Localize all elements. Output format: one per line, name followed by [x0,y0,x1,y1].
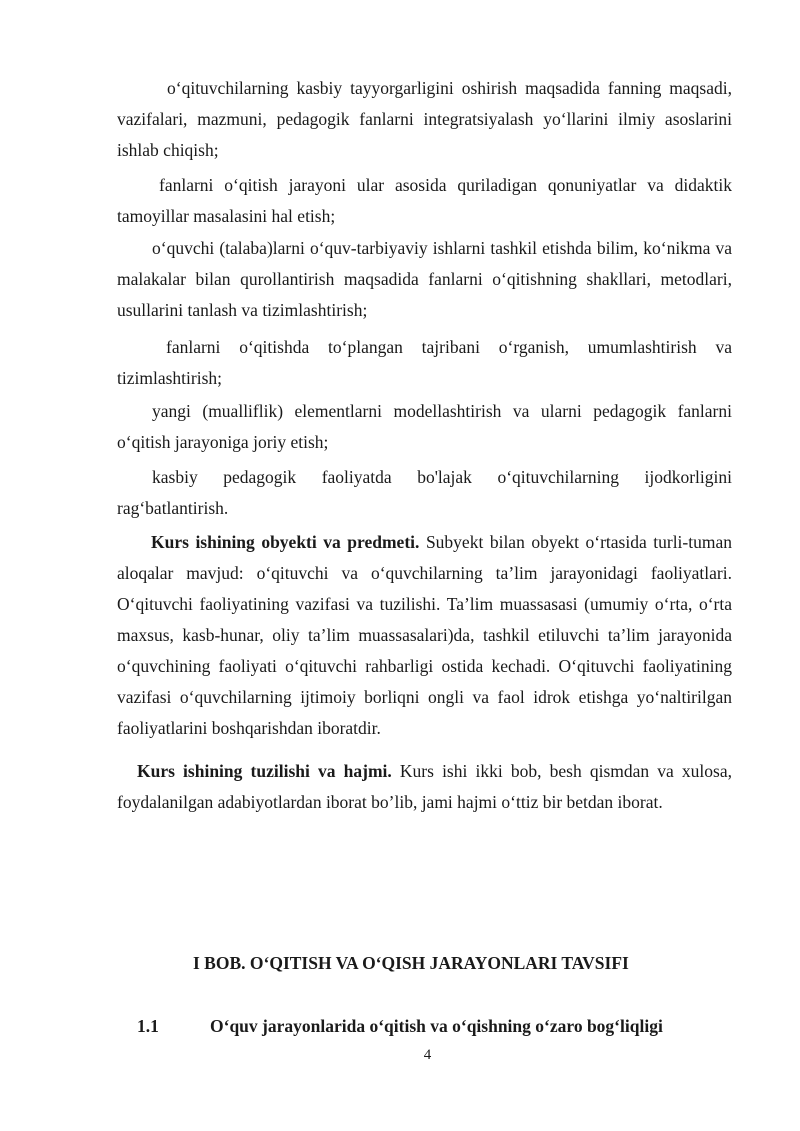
structure-paragraph [117,756,732,818]
object-section-body: Subyekt bilan obyekt o‘rtasida turli-tuman aloqalar mavjud: o‘qituvchi va o‘quvchilarning ta’lim jarayonidagi faoliyatlari. O‘qituvchi faoliyatining vazifasi va tuzilishi. Ta’lim muassasasi (umumiy o‘rta, o‘rta maxsus, kasb-hunar, oliy ta’lim muassasalari)da, tashkil etiluvchi ta’lim jarayonida o‘quvchining faoliyati o‘qituvchi rahbarligi ostida kechadi. O‘qituvchi faoliyatining vazifasi o‘quvchilarning ijtimoiy borliqni ongli va faol idrok etishga yo‘naltirilgan faoliyatlarini boshqarishdan iboratdir. [117,532,732,738]
structure-section-title: Kurs ishining tuzilishi va hajmi. [137,761,392,781]
subsection-number: 1.1 [137,1016,159,1036]
chapter-title: I BOB. O‘QITISH VA O‘QISH JARAYONLARI TAVSIFI [193,953,629,973]
object-section-title: Kurs ishining obyekti va predmeti. [151,532,420,552]
object-paragraph [117,527,732,744]
subsection-title: O‘quv jarayonlarida o‘qitish va o‘qishning o‘zaro bog‘liqligi [210,1016,663,1036]
page-number: 4 [423,1047,432,1063]
list-item-5: yangi (mualliflik) elementlarni modellashtirish va ularni pedagogik fanlarni o‘qitish jarayoniga joriy etish; [117,401,732,452]
list-item-1: o‘qituvchilarning kasbiy tayyorgarligini oshirish maqsadida fanning maqsadi, vazifalari, mazmuni, pedagogik fanlarni integratsiyalash yo‘llarini ilmiy asoslarini ishlab chiqish; [117,78,732,160]
list-item-3: o‘quvchi (talaba)larni o‘quv-tarbiyaviy ishlarni tashkil etishda bilim, ko‘nikma va malakalar bilan qurollantirish maqsadida fanlarni o‘qitishning shakllari, metodlari, usullarini tanlash va tizimlashtirish; [117,238,732,320]
structure-section-body: Kurs ishi ikki bob, besh qismdan va xulosa, foydalanilgan adabiyotlardan iborat bo’lib, jami hajmi o‘ttiz bir betdan iborat. [117,761,732,812]
list-item-6: kasbiy pedagogik faoliyatda bo'lajak o‘qituvchilarning ijodkorligini rag‘batlantirish. [117,467,732,518]
list-item-4: fanlarni o‘qitishda to‘plangan tajribani o‘rganish, umumlashtirish va tizimlashtirish; [117,337,732,388]
list-item-2: fanlarni o‘qitish jarayoni ular asosida quriladigan qonuniyatlar va didaktik tamoyillar masalasini hal etish; [117,175,732,226]
